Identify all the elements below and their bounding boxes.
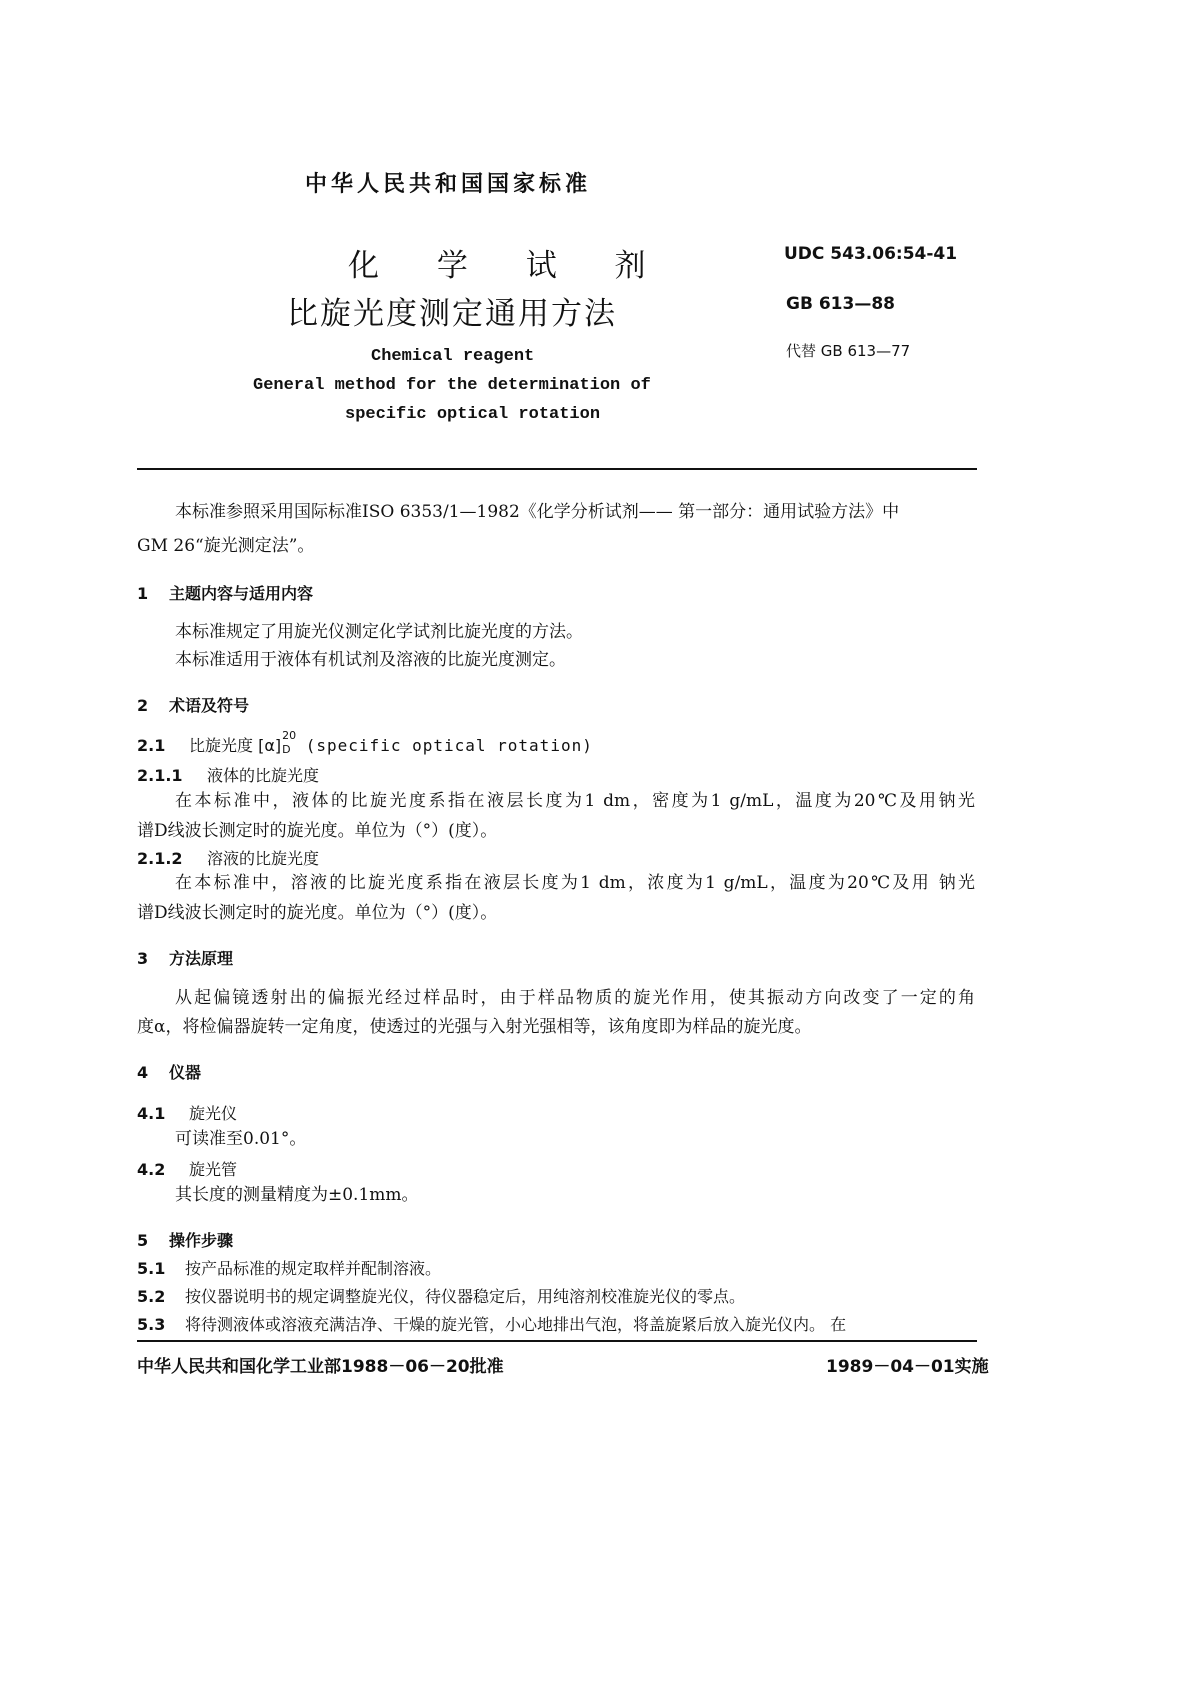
footer-divider (137, 1340, 977, 1342)
clause-4-1-title: 旋光仪 (189, 1104, 238, 1123)
clause-4-2 (137, 1157, 237, 1180)
section-3-title: 方法原理 (169, 949, 234, 968)
section-3-heading (137, 946, 233, 969)
section-5-heading (137, 1228, 233, 1251)
section-2-title: 术语及符号 (169, 696, 250, 715)
clause-5-1-text: 按产品标准的规定取样并配制溶液。 (185, 1259, 442, 1278)
title-english-line2: General method for the determination of (253, 376, 651, 395)
clause-5-1-number: 5.1 (137, 1259, 166, 1278)
clause-2-1-2 (137, 846, 319, 869)
title-chinese-line2: 比旋光度测定通用方法 (287, 296, 617, 332)
alpha-superscript-subscript (281, 729, 297, 756)
section-1-heading (137, 581, 313, 604)
intro-line1: 本标准参照采用国际标准ISO 6353/1—1982《化学分析试剂—— 第一部分：通用试验方法》中 (175, 502, 900, 522)
clause-5-2-number: 5.2 (137, 1287, 166, 1306)
section-5-title: 操作步骤 (169, 1231, 234, 1250)
clause-4-1-number: 4.1 (137, 1104, 166, 1123)
gb-number: GB 613—88 (786, 294, 895, 314)
temp-superscript: 20 (282, 729, 297, 742)
clause-2-1 (137, 729, 593, 756)
clause-2-1-2-line2: 谱D线波长测定时的旋光度。单位为（°）(度）。 (137, 903, 498, 923)
d-line-subscript: D (282, 743, 291, 756)
intro-line2: GM 26“旋光测定法”。 (137, 536, 315, 556)
approval-date: 中华人民共和国化学工业部1988－06－20批准 (137, 1357, 504, 1377)
clause-2-1-1-line2: 谱D线波长测定时的旋光度。单位为（°）(度）。 (137, 821, 498, 841)
section-1-title: 主题内容与适用内容 (169, 584, 314, 603)
section-1-paragraph-1: 本标准规定了用旋光仪测定化学试剂比旋光度的方法。 (175, 622, 583, 642)
section-2-heading (137, 693, 249, 716)
clause-5-3-text: 将待测液体或溶液充满洁净、干燥的旋光管，小心地排出气泡，将盖旋紧后放入旋光仪内。 在 (185, 1315, 847, 1334)
clause-5-3-number: 5.3 (137, 1315, 166, 1334)
section-1-paragraph-2: 本标准适用于液体有机试剂及溶液的比旋光度测定。 (175, 650, 566, 670)
header-divider (137, 468, 977, 470)
clause-4-1-text: 可读准至0.01°。 (175, 1129, 307, 1149)
section-3-line2: 度α，将检偏器旋转一定角度，使透过的光强与入射光强相等，该角度即为样品的旋光度。 (137, 1017, 812, 1037)
section-3-number: 3 (137, 949, 149, 968)
clause-2-1-number: 2.1 (137, 736, 166, 755)
title-english-line1: Chemical reagent (371, 347, 535, 366)
clause-5-2 (137, 1284, 745, 1307)
udc-code: UDC 543.06:54-41 (784, 244, 958, 264)
title-chinese-line1: 化 学 试 剂 (348, 248, 670, 284)
title-english-line3: specific optical rotation (345, 405, 601, 424)
effective-date: 1989－04－01实施 (826, 1357, 989, 1377)
clause-2-1-1-line1: 在本标准中，液体的比旋光度系指在液层长度为1 dm，密度为1 g/mL，温度为20℃及用钠光 (175, 791, 975, 811)
clause-4-2-title: 旋光管 (189, 1160, 238, 1179)
clause-2-1-1 (137, 763, 319, 786)
clause-4-1 (137, 1101, 237, 1124)
national-standard-label: 中华人民共和国国家标准 (305, 172, 592, 197)
clause-2-1-1-number: 2.1.1 (137, 766, 183, 785)
clause-5-1 (137, 1256, 441, 1279)
clause-5-2-text: 按仪器说明书的规定调整旋光仪，待仪器稳定后，用纯溶剂校准旋光仪的零点。 (185, 1287, 746, 1306)
section-4-title: 仪器 (169, 1063, 202, 1082)
clause-2-1-2-line1: 在本标准中，溶液的比旋光度系指在液层长度为1 dm，浓度为1 g/mL，温度为20℃及用 钠光 (175, 873, 975, 893)
section-3-line1: 从起偏镜透射出的偏振光经过样品时，由于样品物质的旋光作用，使其振动方向改变了一定的角 (175, 988, 975, 1008)
clause-2-1-1-title: 液体的比旋光度 (207, 766, 320, 785)
replaces-note: 代替 GB 613—77 (786, 342, 911, 360)
clause-2-1-english: (specific optical rotation) (295, 736, 593, 755)
clause-2-1-2-number: 2.1.2 (137, 849, 183, 868)
clause-5-3 (137, 1312, 846, 1335)
clause-2-1-term: 比旋光度 [α] (189, 736, 282, 755)
clause-2-1-2-title: 溶液的比旋光度 (207, 849, 320, 868)
section-4-heading (137, 1060, 201, 1083)
clause-4-2-text: 其长度的测量精度为±0.1mm。 (175, 1185, 419, 1205)
section-5-number: 5 (137, 1231, 149, 1250)
section-1-number: 1 (137, 584, 149, 603)
clause-4-2-number: 4.2 (137, 1160, 166, 1179)
section-4-number: 4 (137, 1063, 149, 1082)
section-2-number: 2 (137, 696, 149, 715)
